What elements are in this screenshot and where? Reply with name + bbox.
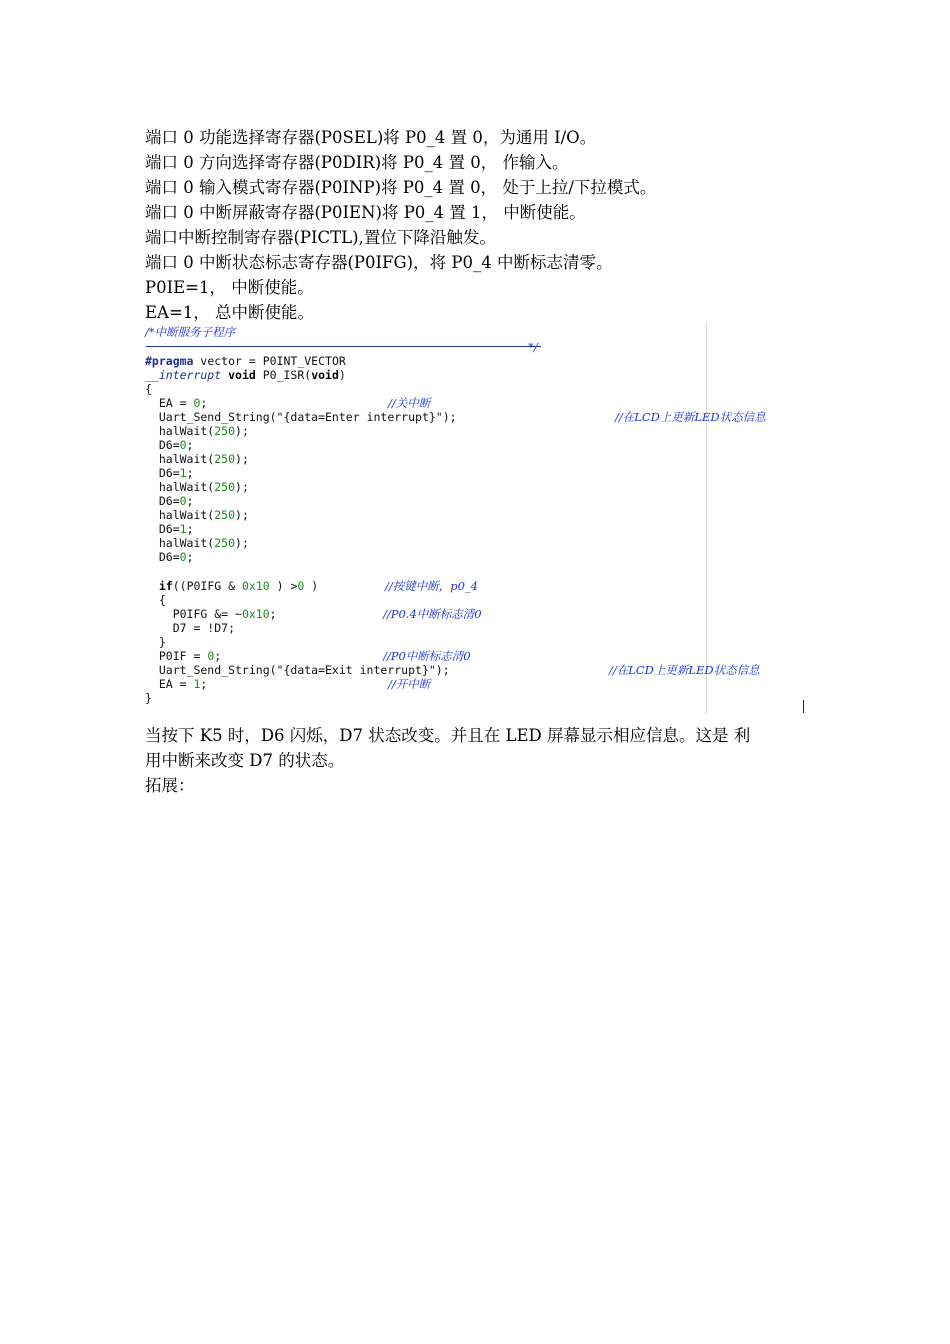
code-text: P0IFG &= ~ <box>145 607 242 621</box>
intro-line: 端口 0 中断状态标志寄存器(P0IFG)，将 P0_4 中断标志清零。 <box>145 253 613 272</box>
explanation-line: 用中断来改变 D7 的状态。 <box>145 751 345 770</box>
code-line <box>145 649 221 663</box>
code-number: 0x10 <box>241 607 270 621</box>
code-text: ; <box>200 677 208 691</box>
code-number: 250 <box>214 480 236 494</box>
code-text: ((P0IFG & <box>172 579 242 593</box>
code-line: { <box>145 593 166 607</box>
code-text: vector = P0INT_VECTOR <box>193 354 346 368</box>
code-text: ; <box>200 396 208 410</box>
code-keyword: if <box>158 579 173 593</box>
code-text: ); <box>235 480 249 494</box>
code-text: ; <box>186 522 194 536</box>
code-number: 250 <box>214 536 236 550</box>
code-line: Uart_Send_String("{data=Enter interrupt}"); <box>145 410 457 424</box>
code-line <box>145 508 249 522</box>
code-text: ; <box>186 550 194 564</box>
code-line: D7 = !D7; <box>145 621 236 635</box>
code-text: ; <box>186 466 194 480</box>
code-line <box>145 438 194 452</box>
code-number: 0 <box>179 438 187 452</box>
code-line: Uart_Send_String("{data=Exit interrupt}"); <box>145 663 450 677</box>
code-text: D6= <box>145 522 180 536</box>
code-keyword: void <box>311 368 339 382</box>
code-text: halWait( <box>145 424 215 438</box>
code-line <box>145 579 318 593</box>
code-number: 0 <box>207 649 215 663</box>
code-text: ); <box>235 452 249 466</box>
code-number: 250 <box>214 452 236 466</box>
code-line <box>145 368 346 382</box>
code-number: 0 <box>179 494 187 508</box>
code-text: halWait( <box>145 536 215 550</box>
code-line <box>145 452 249 466</box>
code-line <box>145 536 249 550</box>
code-number: 0x10 <box>241 579 270 593</box>
code-line <box>145 677 207 691</box>
code-line: } <box>145 635 166 649</box>
code-text: EA = <box>145 677 194 691</box>
code-number: 1 <box>193 677 201 691</box>
code-line <box>145 354 346 368</box>
code-text: ; <box>269 607 277 621</box>
code-keyword: __interrupt <box>145 368 222 382</box>
code-number: 0 <box>193 396 201 410</box>
code-number: 0 <box>297 579 305 593</box>
code-text: D6= <box>145 466 180 480</box>
comment-divider <box>146 346 541 347</box>
code-line <box>145 480 249 494</box>
code-line <box>145 396 207 410</box>
code-comment: //关中断 <box>388 396 431 410</box>
intro-line: 端口 0 方向选择寄存器(P0DIR)将 P0_4 置 0， 作输入。 <box>145 153 569 172</box>
code-text: halWait( <box>145 508 215 522</box>
code-text: ) <box>304 579 319 593</box>
code-text: ; <box>186 438 194 452</box>
code-line <box>145 550 194 564</box>
code-text: EA = <box>145 396 194 410</box>
explanation-line: 当按下 K5 时，D6 闪烁，D7 状态改变。并且在 LED 屏幕显示相应信息。这是 利 <box>145 726 751 745</box>
code-comment: //P0.4中断标志清0 <box>383 607 482 621</box>
code-text: ); <box>235 536 249 550</box>
code-comment: */ <box>528 340 538 354</box>
code-keyword: #pragma <box>145 354 194 368</box>
code-text: ) <box>338 368 346 382</box>
code-text: ); <box>235 508 249 522</box>
code-number: 250 <box>214 508 236 522</box>
code-line <box>145 325 235 339</box>
intro-line: 端口中断控制寄存器(PICTL),置位下降沿触发。 <box>145 228 496 247</box>
intro-line: EA=1， 总中断使能。 <box>145 303 315 322</box>
code-text: D6= <box>145 494 180 508</box>
code-comment: //在LCD上更新LED状态信息 <box>609 663 760 677</box>
code-line <box>145 466 194 480</box>
code-text: halWait( <box>145 480 215 494</box>
editor-margin-line <box>706 322 707 714</box>
code-number: 1 <box>179 466 187 480</box>
code-number: 250 <box>214 424 236 438</box>
code-text: ); <box>235 424 249 438</box>
code-text: ; <box>186 494 194 508</box>
code-line <box>145 494 194 508</box>
explanation-line: 拓展： <box>145 776 195 795</box>
intro-line: 端口 0 中断屏蔽寄存器(P0IEN)将 P0_4 置 1， 中断使能。 <box>145 203 586 222</box>
code-line <box>145 607 277 621</box>
code-comment: //在LCD上更新LED状态信息 <box>615 410 766 424</box>
explanation-paragraphs <box>145 723 750 798</box>
code-number: 0 <box>179 550 187 564</box>
code-text: P0IF = <box>145 649 208 663</box>
code-text: halWait( <box>145 452 215 466</box>
text-cursor <box>803 700 804 713</box>
intro-paragraphs <box>145 125 656 325</box>
code-comment: /*中断服务子程序 <box>145 325 236 339</box>
intro-line: 端口 0 功能选择寄存器(P0SEL)将 P0_4 置 0，为通用 I/O。 <box>145 128 597 147</box>
code-line: { <box>145 382 152 396</box>
code-text: D6= <box>145 550 180 564</box>
code-text: P0_ISR( <box>255 368 312 382</box>
code-number: 1 <box>179 522 187 536</box>
code-line <box>145 522 194 536</box>
code-screenshot <box>143 322 809 714</box>
code-text: ) > <box>269 579 298 593</box>
code-line <box>145 424 249 438</box>
intro-line: 端口 0 输入模式寄存器(P0INP)将 P0_4 置 0， 处于上拉/下拉模式。 <box>145 178 657 197</box>
code-comment: //P0中断标志清0 <box>383 649 471 663</box>
code-line: } <box>145 691 152 705</box>
code-text: ; <box>214 649 222 663</box>
code-keyword: void <box>228 368 256 382</box>
code-comment: //开中断 <box>388 677 431 691</box>
intro-line: P0IE=1， 中断使能。 <box>145 278 314 297</box>
code-comment: //按键中断，p0_4 <box>385 579 478 593</box>
code-text: D6= <box>145 438 180 452</box>
